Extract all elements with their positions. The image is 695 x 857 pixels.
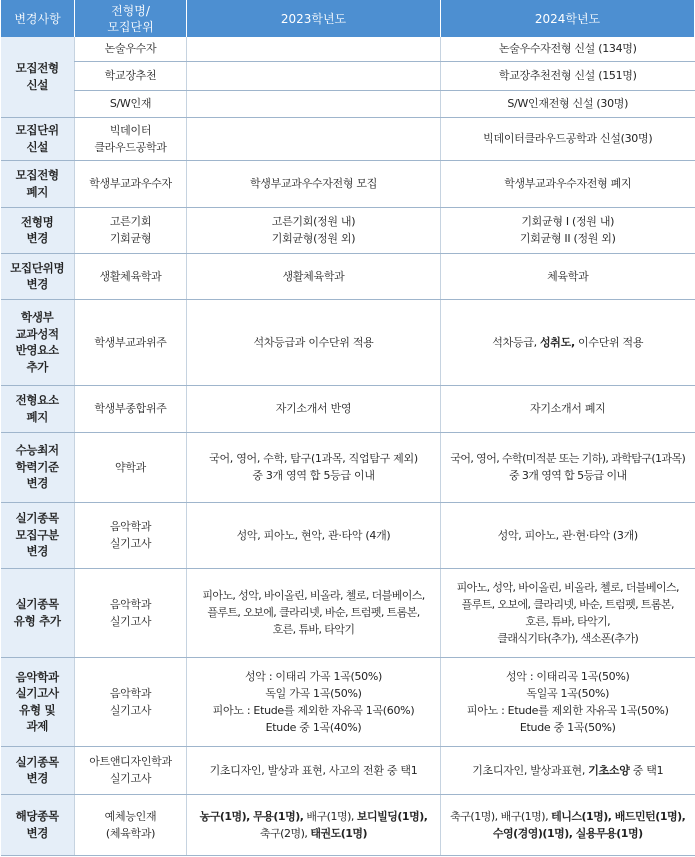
row-category: 모집단위 신설 xyxy=(1,117,75,160)
highlight-text: 보디빌딩(1명), xyxy=(356,809,428,823)
row-2024 xyxy=(441,746,695,794)
table-row xyxy=(1,37,695,61)
row-category: 음악학과 실기고사 유형 및 과제 xyxy=(1,657,75,746)
row-2024: 성악, 피아노, 관·현·타악 (3개) xyxy=(441,502,695,568)
row-unit: 학교장추천 xyxy=(75,61,187,90)
table-row xyxy=(1,746,695,794)
row-2024: 체육학과 xyxy=(441,253,695,299)
table-row xyxy=(1,253,695,299)
table-row xyxy=(1,61,695,90)
row-2023: 기초디자인, 발상과 표현, 사고의 전환 중 택1 xyxy=(187,746,441,794)
table-row xyxy=(1,568,695,657)
row-category: 전형명 변경 xyxy=(1,207,75,253)
table-row xyxy=(1,657,695,746)
row-category: 모집단위명 변경 xyxy=(1,253,75,299)
row-category: 실기종목 모집구분 변경 xyxy=(1,502,75,568)
header-2024: 2024학년도 xyxy=(441,0,695,37)
row-category: 해당종목 변경 xyxy=(1,794,75,855)
text-segment: 축구(1명), 배구(1명), xyxy=(450,809,552,823)
table-row xyxy=(1,502,695,568)
row-2024: 논술우수자전형 신설 (134명) xyxy=(441,37,695,61)
text-segment: 기초디자인, 발상과표현, xyxy=(472,763,589,777)
row-2023 xyxy=(187,37,441,61)
row-unit: S/W인재 xyxy=(75,90,187,117)
row-unit: 예체능인재 (체육학과) xyxy=(75,794,187,855)
table-row xyxy=(1,207,695,253)
row-2024: 기회균형 I (정원 내) 기회균형 II (정원 외) xyxy=(441,207,695,253)
row-2023 xyxy=(187,61,441,90)
row-2023 xyxy=(187,117,441,160)
row-2023 xyxy=(187,794,441,855)
row-2023 xyxy=(187,90,441,117)
table-row xyxy=(1,90,695,117)
row-category: 실기종목 변경 xyxy=(1,746,75,794)
header-unit: 전형명/ 모집단위 xyxy=(75,0,187,37)
text-segment: 축구(2명), xyxy=(259,826,311,840)
row-2024: 국어, 영어, 수학(미적분 또는 기하), 과학탐구(1과목) 중 3개 영역 합 5등급 이내 xyxy=(441,432,695,502)
row-2023: 성악 : 이태리 가곡 1곡(50%) 독일 가곡 1곡(50%) 피아노 : Etude를 제외한 자유곡 1곡(60%) Etude 중 1곡(40%) xyxy=(187,657,441,746)
row-category: 모집전형 신설 xyxy=(1,37,75,117)
row-unit: 음악학과 실기고사 xyxy=(75,502,187,568)
highlight-text: 테니스(1명), 배드민턴(1명), xyxy=(551,809,686,823)
row-2024: 학생부교과우수자전형 폐지 xyxy=(441,160,695,207)
row-category: 실기종목 유형 추가 xyxy=(1,568,75,657)
row-unit: 음악학과 실기고사 xyxy=(75,657,187,746)
table-row xyxy=(1,794,695,855)
row-unit: 아트앤디자인학과 실기고사 xyxy=(75,746,187,794)
row-2024 xyxy=(441,794,695,855)
row-2024: 성악 : 이태리곡 1곡(50%) 독일곡 1곡(50%) 피아노 : Etude를 제외한 자유곡 1곡(50%) Etude 중 1곡(50%) xyxy=(441,657,695,746)
row-2024: 자기소개서 폐지 xyxy=(441,385,695,432)
row-unit: 학생부교과위주 xyxy=(75,299,187,385)
row-unit: 학생부종합위주 xyxy=(75,385,187,432)
row-category: 수능최저 학력기준 변경 xyxy=(1,432,75,502)
row-2023: 피아노, 성악, 바이올린, 비올라, 첼로, 더블베이스, 플루트, 오보에, 클라리넷, 바순, 트럼펫, 트롬본, 호른, 튜바, 타악기 xyxy=(187,568,441,657)
highlight-text: 수영(경영)(1명), 실용무용(1명) xyxy=(492,826,643,840)
row-unit: 고른기회 기회균형 xyxy=(75,207,187,253)
table-row xyxy=(1,385,695,432)
table-row xyxy=(1,299,695,385)
text-segment: 이수단위 적용 xyxy=(574,335,644,349)
highlight-text: 태권도(1명) xyxy=(310,826,368,840)
row-unit: 빅데이터 클라우드공학과 xyxy=(75,117,187,160)
row-2023: 생활체육학과 xyxy=(187,253,441,299)
highlight-text: 농구(1명), 무용(1명), xyxy=(199,809,304,823)
row-2024: 학교장추천전형 신설 (151명) xyxy=(441,61,695,90)
row-2024 xyxy=(441,299,695,385)
row-category: 학생부 교과성적 반영요소 추가 xyxy=(1,299,75,385)
row-unit: 음악학과 실기고사 xyxy=(75,568,187,657)
row-2024: 피아노, 성악, 바이올린, 비올라, 첼로, 더블베이스, 플루트, 오보에, 클라리넷, 바순, 트럼펫, 트롬본, 호른, 튜바, 타악기, 클래식기타(추가), 색소폰(추가) xyxy=(441,568,695,657)
header-row xyxy=(1,0,695,37)
row-2023: 자기소개서 반영 xyxy=(187,385,441,432)
row-2023: 고른기회(정원 내) 기회균형(정원 외) xyxy=(187,207,441,253)
row-category: 모집전형 폐지 xyxy=(1,160,75,207)
header-2023: 2023학년도 xyxy=(187,0,441,37)
row-unit: 학생부교과우수자 xyxy=(75,160,187,207)
table-row xyxy=(1,117,695,160)
row-2023: 성악, 피아노, 현악, 관·타악 (4개) xyxy=(187,502,441,568)
row-unit: 생활체육학과 xyxy=(75,253,187,299)
highlight-text: 기초소양 xyxy=(588,763,630,777)
text-segment: 석차등급, xyxy=(492,335,540,349)
table-row xyxy=(1,432,695,502)
row-2023: 국어, 영어, 수학, 탐구(1과목, 직업탐구 제외) 중 3개 영역 합 5등급 이내 xyxy=(187,432,441,502)
row-2023: 석차등급과 이수단위 적용 xyxy=(187,299,441,385)
row-category: 전형요소 폐지 xyxy=(1,385,75,432)
text-segment: 중 택1 xyxy=(629,763,664,777)
row-unit: 논술우수자 xyxy=(75,37,187,61)
table-row xyxy=(1,160,695,207)
highlight-text: 성취도, xyxy=(539,335,575,349)
row-2023: 학생부교과우수자전형 모집 xyxy=(187,160,441,207)
row-2024: 빅데이터클라우드공학과 신설(30명) xyxy=(441,117,695,160)
row-2024: S/W인재전형 신설 (30명) xyxy=(441,90,695,117)
row-unit: 약학과 xyxy=(75,432,187,502)
header-change: 변경사항 xyxy=(1,0,75,37)
text-segment: 배구(1명), xyxy=(303,809,357,823)
